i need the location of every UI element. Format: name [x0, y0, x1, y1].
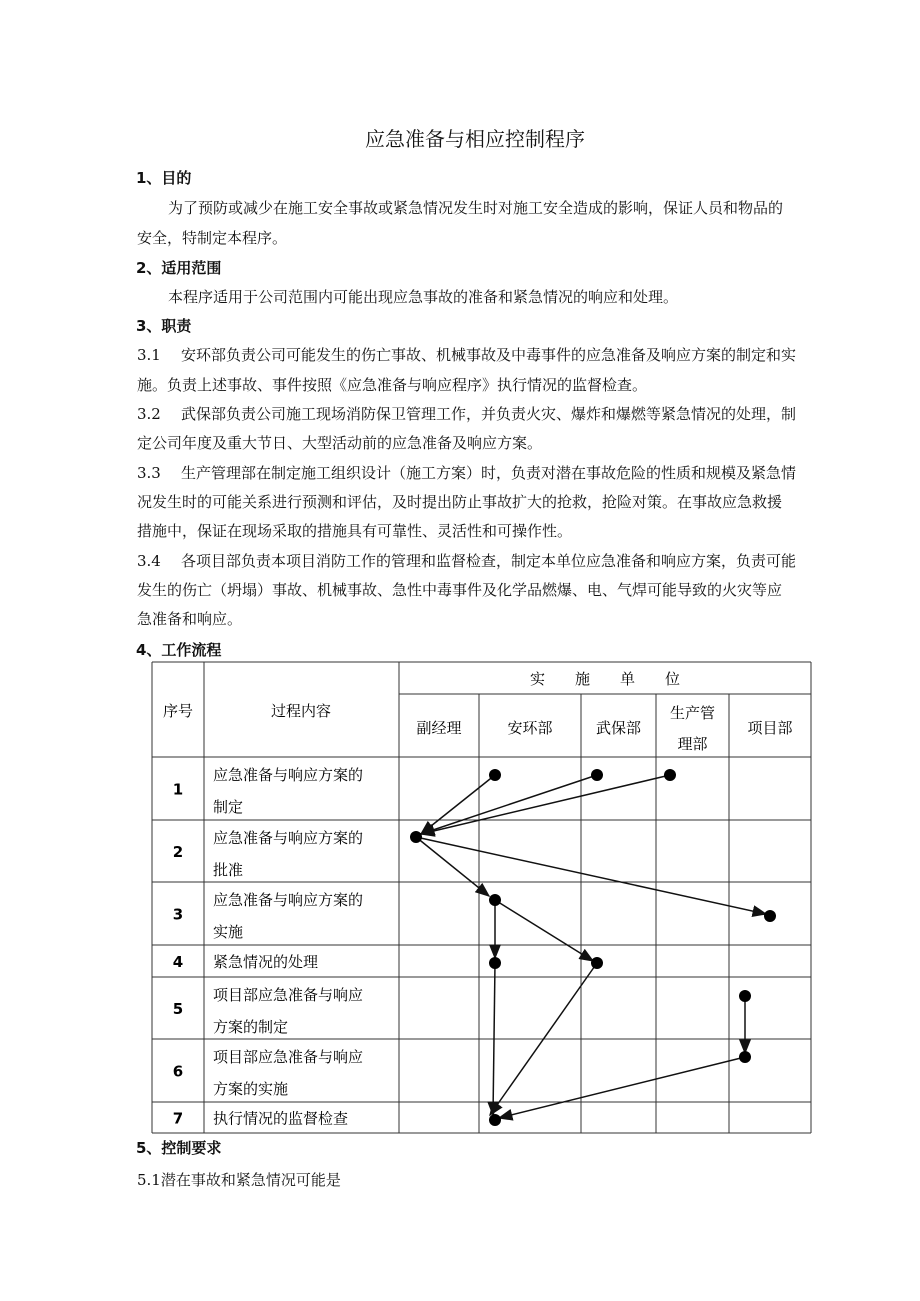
- row-number: 1: [172, 780, 184, 799]
- page-title: 应急准备与相应控制程序: [365, 127, 585, 151]
- flow-node: [764, 910, 776, 922]
- paragraph-line: 为了预防或减少在施工安全事故或紧急情况发生时对施工安全造成的影响，保证人员和物品的: [168, 199, 784, 217]
- row-content: 实施: [213, 923, 244, 941]
- flow-node: [739, 1051, 751, 1063]
- row-content: 批准: [213, 861, 244, 879]
- flow-arrow: [416, 837, 766, 914]
- header-unit: 生产管理部: [669, 704, 716, 753]
- flow-node: [410, 831, 422, 843]
- row-content: 制定: [213, 798, 244, 816]
- paragraph-line: 本程序适用于公司范围内可能出现应急事故的准备和紧急情况的响应和处理。: [168, 288, 679, 306]
- paragraph-line: 生产管理部在制定施工组织设计（施工方案）时，负责对潜在事故危险的性质和规模及紧急情: [181, 464, 797, 482]
- paragraph-line: 施。负责上述事故、事件按照《应急准备与响应程序》执行情况的监督检查。: [137, 376, 648, 394]
- header-seq: 序号: [162, 702, 194, 720]
- control-line: 5.1潜在事故和紧急情况可能是: [137, 1171, 341, 1189]
- row-content: 应急准备与响应方案的: [213, 766, 364, 784]
- row-content: 项目部应急准备与响应: [213, 1048, 364, 1066]
- flow-node: [489, 769, 501, 781]
- paragraph-line: 武保部负责公司施工现场消防保卫管理工作，并负责火灾、爆炸和爆燃等紧急情况的处理，制: [181, 405, 797, 423]
- flow-node: [489, 894, 501, 906]
- flow-node: [489, 957, 501, 969]
- row-content: 应急准备与响应方案的: [213, 829, 364, 847]
- clause-number: 3.4: [137, 552, 161, 570]
- paragraph-line: 发生的伤亡（坍塌）事故、机械事故、急性中毒事件及化学品燃爆、电、气焊可能导致的火灾等应: [137, 581, 783, 599]
- header-unit: 副经理: [416, 719, 462, 737]
- flow-arrow: [416, 837, 489, 896]
- row-content: 执行情况的监督检查: [213, 1109, 349, 1128]
- paragraph-line: 安环部负责公司可能发生的伤亡事故、机械事故及中毒事件的应急准备及响应方案的制定和实: [181, 346, 797, 364]
- row-number: 4: [172, 953, 184, 971]
- flow-arrow: [493, 963, 495, 1115]
- row-number: 7: [172, 1109, 184, 1128]
- row-content: 方案的实施: [213, 1080, 289, 1098]
- row-content: 应急准备与响应方案的: [213, 891, 364, 909]
- paragraph-line: 安全，特制定本程序。: [137, 229, 288, 247]
- row-content: 方案的制定: [213, 1018, 289, 1036]
- row-number: 6: [172, 1062, 184, 1081]
- header-unit: 武保部: [595, 719, 642, 737]
- header-unit: 安环部: [507, 719, 553, 737]
- flow-arrow: [499, 1057, 745, 1118]
- flow-node: [489, 1114, 501, 1126]
- flow-node: [664, 769, 676, 781]
- paragraph-line: 定公司年度及重大节日、大型活动前的应急准备及响应方案。: [137, 434, 543, 452]
- clause-number: 3.2: [137, 405, 161, 423]
- section-heading: 3、职责: [136, 317, 192, 335]
- flow-arrow: [421, 775, 597, 834]
- header-content: 过程内容: [270, 702, 332, 720]
- clause-number: 3.1: [137, 346, 161, 364]
- header-units: 实 施 单 位: [529, 670, 681, 688]
- flow-node: [739, 990, 751, 1002]
- row-number: 3: [172, 905, 184, 924]
- header-unit: 项目部: [747, 719, 793, 737]
- clause-number: 3.3: [137, 464, 161, 482]
- flow-arrow: [495, 900, 593, 961]
- paragraph-line: 措施中，保证在现场采取的措施具有可靠性、灵活性和可操作性。: [137, 522, 573, 540]
- row-number: 5: [172, 1000, 184, 1018]
- paragraph-line: 各项目部负责本项目消防工作的管理和监督检查，制定本单位应急准备和响应方案，负责可能: [181, 552, 797, 570]
- row-number: 2: [172, 843, 184, 861]
- row-content: 项目部应急准备与响应: [213, 986, 364, 1004]
- flow-node: [591, 769, 603, 781]
- paragraph-line: 急准备和响应。: [137, 610, 243, 628]
- flow-node: [591, 957, 603, 969]
- control-heading: 5、控制要求: [136, 1139, 222, 1157]
- workflow-heading: 4、工作流程: [136, 641, 222, 659]
- row-content: 紧急情况的处理: [213, 953, 319, 971]
- paragraph-line: 况发生时的可能关系进行预测和评估，及时提出防止事故扩大的抢救，抢险对策。在事故应急救援: [137, 493, 783, 511]
- section-heading: 2、适用范围: [136, 259, 222, 277]
- section-heading: 1、目的: [136, 169, 192, 187]
